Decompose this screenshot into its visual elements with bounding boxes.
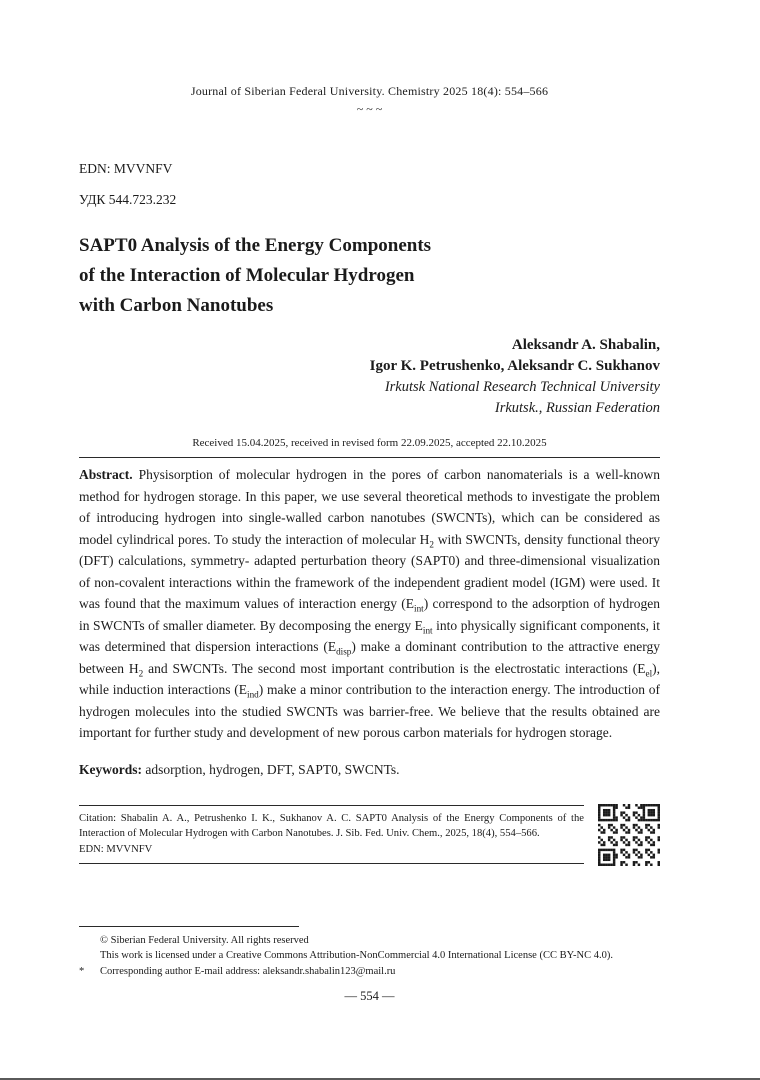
article-title	[79, 231, 660, 321]
keywords-line: Keywords: adsorption, hydrogen, DFT, SAPT0, SWCNTs.	[79, 761, 400, 777]
title-line-2: of the Interaction of Molecular Hydrogen	[79, 265, 415, 286]
citation-text-column	[79, 805, 584, 865]
received-dates: Received 15.04.2025, received in revised form 22.09.2025, accepted 22.10.2025	[192, 437, 547, 449]
edn-code: EDN: MVVNFV	[79, 161, 173, 176]
title-line-3: with Carbon Nanotubes	[79, 295, 274, 316]
affiliation-location: Irkutsk., Russian Federation	[494, 400, 660, 416]
footnote-asterisk: *	[79, 965, 85, 977]
tilde-separator: ~ ~ ~	[356, 102, 383, 116]
author-line-1: Aleksandr A. Shabalin,	[511, 337, 660, 353]
citation-block	[79, 804, 660, 866]
affiliation: Irkutsk National Research Technical University	[384, 379, 660, 395]
udk-code: УДК 544.723.232	[79, 192, 177, 207]
authors-block	[79, 335, 660, 419]
corresponding-author-line	[79, 964, 660, 980]
corresponding-author-text: Corresponding author E-mail address: aleksandr.shabalin123@mail.ru	[100, 965, 396, 977]
footnote-divider	[79, 926, 299, 927]
author-line-2: Igor K. Petrushenko, Aleksandr C. Sukhanov	[369, 358, 660, 374]
license-line: This work is licensed under a Creative Commons Attribution-NonCommercial 4.0 International License (CC BY-NC 4.0).	[100, 950, 613, 961]
citation-text: Citation: Shabalin A. A., Petrushenko I. K., Sukhanov A. C. SAPT0 Analysis of the Energy Components of the Interaction of Molecular Hydrogen with Carbon Nanotubes. J. Sib. Fed. Univ. Chem., 2025, 18(4), 554–566.	[79, 812, 584, 840]
footnote-block	[79, 926, 660, 980]
citation-edn: EDN: MVVNFV	[79, 843, 153, 855]
title-line-1: SAPT0 Analysis of the Energy Components	[79, 235, 432, 256]
page-number: — 554 —	[344, 989, 395, 1003]
copyright-line: © Siberian Federal University. All rights reserved	[100, 934, 309, 946]
journal-header: Journal of Siberian Federal University. Chemistry 2025 18(4): 554–566	[190, 84, 549, 98]
qr-code-icon	[598, 804, 660, 866]
abstract-paragraph: Abstract. Physisorption of molecular hydrogen in the pores of carbon nanomaterials is a well-known method for hydrogen storage. In this paper, we use several theoretical methods to investigate the problem of introducing hydrogen into single-walled carbon nanotubes (SWCNTs), which can be considered as model cylindrical pores. To study the interaction of molecular $H_2$ with SWCNTs, density functional theory (DFT) calculations, symmetry- adapted perturbation theory (SAPT0) and three-dimensional visualization of non-covalent interactions within the framework of the independent gradient model (IGM) were used. It was found that the maximum values of interaction energy $(E_{int})$ correspond to the adsorption of hydrogen in SWCNTs of smaller diameter. By decomposing the energy $E_{int}$ into physically significant components, it was determined that dispersion interactions $(E_{disp})$ make a dominant contribution to the attractive energy between $H_2$ and SWCNTs. The second most important contribution is the electrostatic interactions $(E_{el})$, while induction interactions $(E_{ind})$ make a minor contribution to the interaction energy. The introduction of hydrogen molecules into the studied SWCNTs was barrier-free. We believe that the results obtained are important for further study and development of new porous carbon materials for hydrogen storage.	[79, 467, 661, 740]
